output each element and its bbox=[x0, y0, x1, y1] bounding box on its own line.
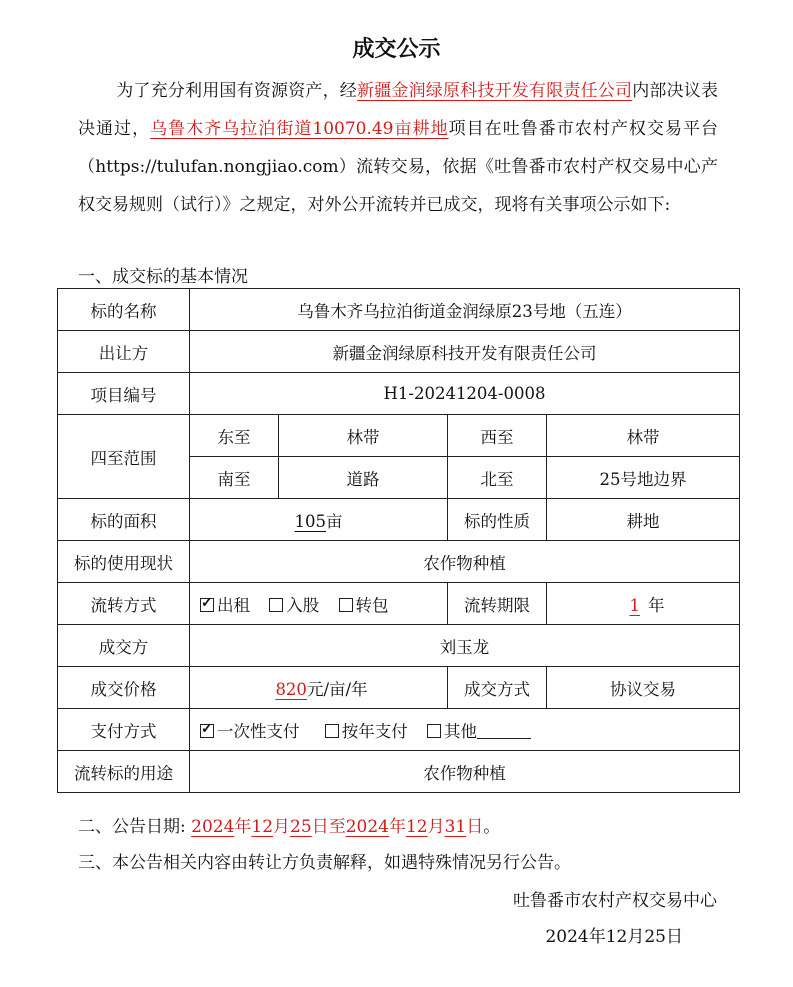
term-unit: 年 bbox=[648, 595, 665, 615]
term-value: 1 bbox=[629, 595, 640, 615]
south-label: 南至 bbox=[190, 457, 279, 499]
section-1-heading: 一、成交标的基本情况 bbox=[78, 267, 248, 287]
pay-options bbox=[190, 709, 740, 751]
signature-date: 2024年12月25日 bbox=[545, 927, 683, 947]
end-year: 2024 bbox=[345, 817, 389, 837]
checkbox-icon bbox=[269, 598, 283, 612]
pay-label: 支付方式 bbox=[58, 709, 190, 751]
area-unit: 亩 bbox=[326, 511, 343, 531]
end-month: 12 bbox=[405, 817, 428, 837]
checkbox-icon bbox=[427, 724, 441, 738]
end-day: 31 bbox=[444, 817, 467, 837]
name-label: 标的名称 bbox=[58, 289, 190, 331]
table-row bbox=[58, 583, 740, 625]
price-value: 820 bbox=[275, 679, 307, 699]
table-row bbox=[58, 625, 740, 667]
usage-status-label: 标的使用现状 bbox=[58, 541, 190, 583]
pay-option-other[interactable]: 其他 bbox=[427, 722, 531, 741]
pay-option-lump-sum[interactable]: ✓ 一次性支付 bbox=[200, 722, 300, 741]
section-3-note: 三、本公告相关内容由转让方负责解释，如遇特殊情况另行公告。 bbox=[78, 853, 571, 873]
purpose-label: 流转标的用途 bbox=[58, 751, 190, 793]
info-table bbox=[57, 288, 740, 793]
checkbox-icon bbox=[325, 724, 339, 738]
north-label: 北至 bbox=[448, 457, 547, 499]
east-label: 东至 bbox=[190, 415, 279, 457]
table-row bbox=[58, 415, 740, 457]
table-row bbox=[58, 289, 740, 331]
nature-label: 标的性质 bbox=[448, 499, 547, 541]
boundary-label: 四至范围 bbox=[58, 415, 190, 499]
price-cell bbox=[190, 667, 448, 709]
table-row bbox=[58, 541, 740, 583]
table-row bbox=[58, 751, 740, 793]
start-year: 2024 bbox=[191, 817, 235, 837]
buyer-value: 刘玉龙 bbox=[190, 625, 740, 667]
intro-paragraph bbox=[78, 72, 718, 224]
table-row bbox=[58, 667, 740, 709]
table-row bbox=[58, 709, 740, 751]
table-row bbox=[58, 373, 740, 415]
mode-option-sublease[interactable]: 转包 bbox=[339, 596, 389, 615]
checkbox-checked-icon bbox=[200, 598, 214, 612]
mode-option-share[interactable]: 入股 bbox=[269, 596, 319, 615]
purpose-value: 农作物种植 bbox=[190, 751, 740, 793]
name-value: 乌鲁木齐乌拉泊街道金润绿原23号地（五连） bbox=[190, 289, 740, 331]
deal-mode-label: 成交方式 bbox=[448, 667, 547, 709]
nature-value: 耕地 bbox=[547, 499, 740, 541]
start-month: 12 bbox=[251, 817, 274, 837]
intro-text-2: 内部决议表决通过， bbox=[78, 81, 719, 139]
price-label: 成交价格 bbox=[58, 667, 190, 709]
term-label: 流转期限 bbox=[448, 583, 547, 625]
mode-options bbox=[190, 583, 448, 625]
mode-label: 流转方式 bbox=[58, 583, 190, 625]
checkbox-icon bbox=[339, 598, 353, 612]
transferor-label: 出让方 bbox=[58, 331, 190, 373]
table-row bbox=[58, 331, 740, 373]
checkbox-checked-icon bbox=[200, 724, 214, 738]
intro-text-1: 为了充分利用国有资源资产，经 bbox=[116, 81, 357, 101]
area-cell bbox=[190, 499, 448, 541]
signature-org: 吐鲁番市农村产权交易中心 bbox=[513, 891, 717, 911]
intro-project: 乌鲁木齐乌拉泊街道10070.49亩耕地 bbox=[150, 119, 449, 139]
table-row bbox=[58, 499, 740, 541]
area-value: 105 bbox=[294, 511, 326, 531]
intro-text-3: 项目在吐鲁番市农村产权交易平台（https://tulufan.nongjiao.com）流转交易，依据《吐鲁番市农村产权交易中心产权交易规则（试行）》之规定，对外公开流转并已成交，现将有关事项公示如下: bbox=[78, 119, 719, 215]
east-value: 林带 bbox=[279, 415, 448, 457]
other-blank bbox=[477, 724, 531, 739]
transferor-value: 新疆金润绿原科技开发有限责任公司 bbox=[190, 331, 740, 373]
pay-option-yearly[interactable]: 按年支付 bbox=[325, 722, 408, 741]
term-cell bbox=[547, 583, 740, 625]
south-value: 道路 bbox=[279, 457, 448, 499]
buyer-label: 成交方 bbox=[58, 625, 190, 667]
west-label: 西至 bbox=[448, 415, 547, 457]
project-no-value: H1-20241204-0008 bbox=[190, 373, 740, 415]
deal-mode-value: 协议交易 bbox=[547, 667, 740, 709]
price-unit: 元/亩/年 bbox=[306, 679, 368, 699]
intro-org: 新疆金润绿原科技开发有限责任公司 bbox=[357, 81, 633, 101]
section-2-announcement-date: 二、公告日期: 2024年12月25日至2024年12月31日。 bbox=[78, 817, 501, 837]
north-value: 25号地边界 bbox=[547, 457, 740, 499]
project-no-label: 项目编号 bbox=[58, 373, 190, 415]
west-value: 林带 bbox=[547, 415, 740, 457]
page-title: 成交公示 bbox=[352, 37, 441, 62]
usage-status-value: 农作物种植 bbox=[190, 541, 740, 583]
mode-option-rent[interactable]: ✓ 出租 bbox=[200, 596, 250, 615]
start-day: 25 bbox=[290, 817, 312, 837]
area-label: 标的面积 bbox=[58, 499, 190, 541]
